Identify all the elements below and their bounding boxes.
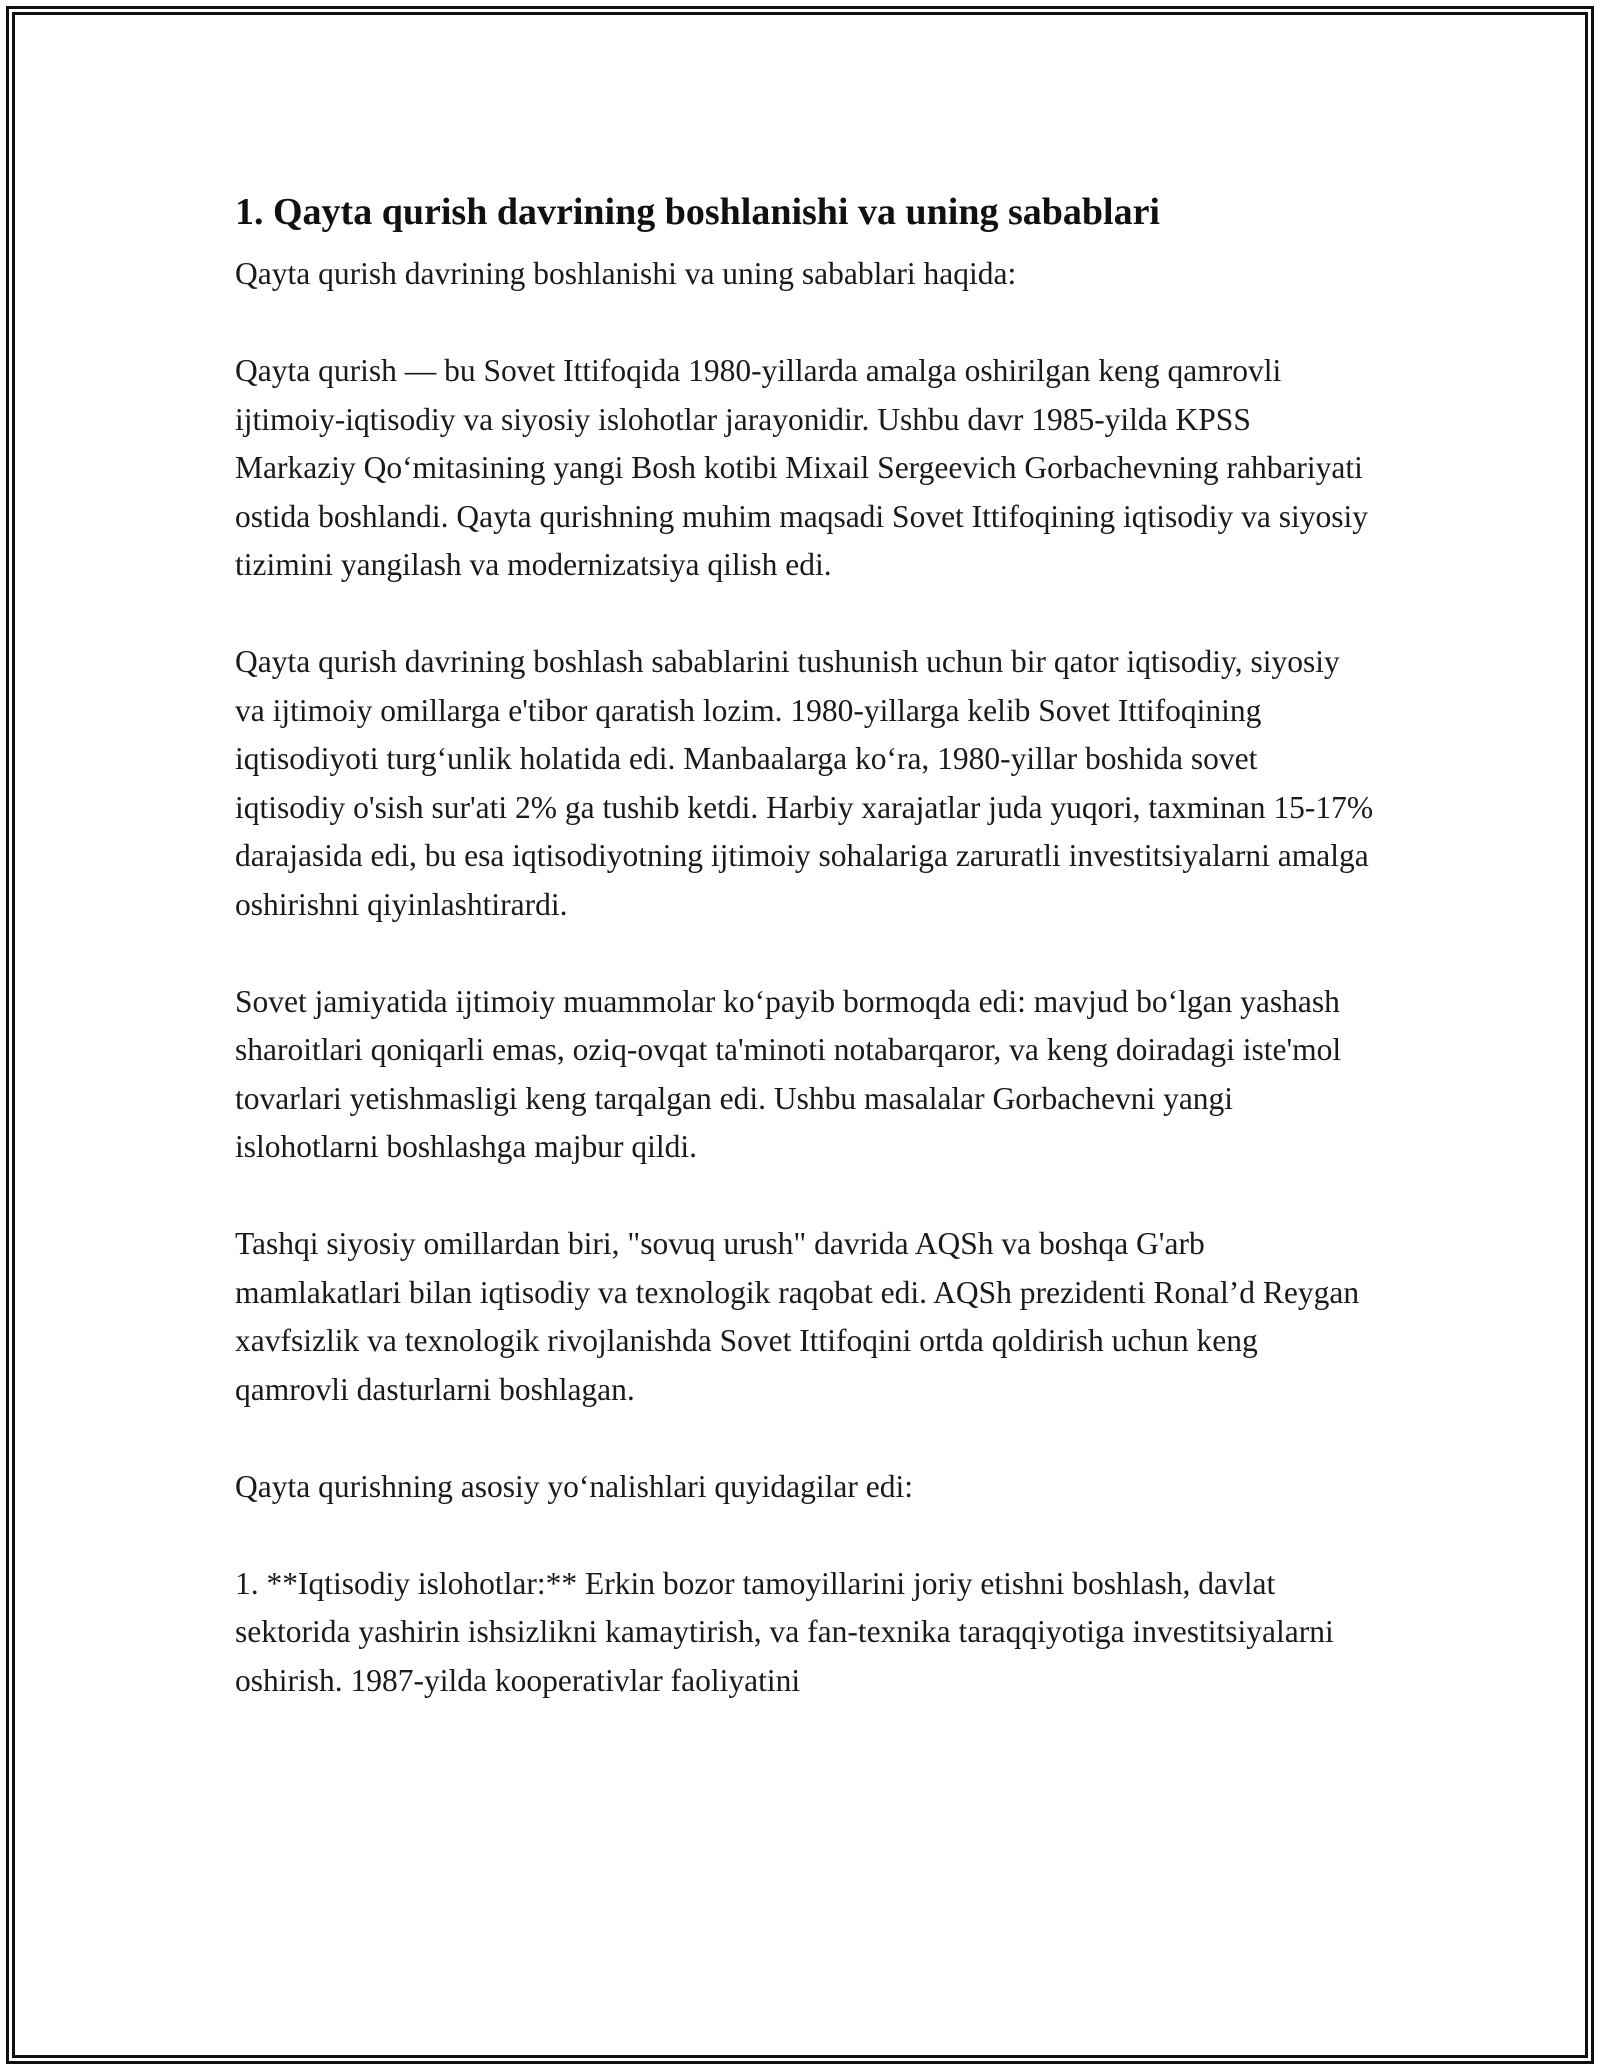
directions-intro-paragraph: Qayta qurishning asosiy yoʻnalishlari quyidagilar edi: [235, 1468, 913, 1504]
foreign-policy-paragraph: Tashqi siyosiy omillardan biri, "sovuq urush" davrida AQSh va boshqa G'arb mamlakatlari bilan iqtisodiy va texnologik raqobat edi. AQSh prezidenti Ronal’d Reygan xavfsizlik va texnologik rivojlanishda Sovet Ittifoqini ortda qoldirish uchun keng qamrovli dasturlarni boshlagan. [235, 1226, 1360, 1407]
definition-paragraph: Qayta qurish — bu Sovet Ittifoqida 1980-yillarda amalga oshirilgan keng qamrovli ijtimoiy-iqtisodiy va siyosiy islohotlar jarayonidir. Ushbu davr 1985-yilda KPSS Markaziy Qoʻmitasining yangi Bosh kotibi Mixail Sergeevich Gorbachevning rahbariyati ostida boshlandi. Qayta qurishning muhim maqsadi Sovet Ittifoqining iqtisodiy va siyosiy tizimini yangilash va modernizatsiya qilish edi. [235, 353, 1369, 582]
document-body [235, 188, 1375, 1705]
social-problems-paragraph: Sovet jamiyatida ijtimoiy muammolar koʻpayib bormoqda edi: mavjud boʻlgan yashash sharoitlari qoniqarli emas, oziq-ovqat ta'minoti notabarqaror, va keng doiradagi iste'mol tovarlari yetishmasligi keng tarqalgan edi. Ushbu masalalar Gorbachevni yangi islohotlarni boshlashga majbur qildi. [235, 983, 1342, 1164]
intro-paragraph: Qayta qurish davrining boshlanishi va uning sabablari haqida: [235, 256, 1017, 291]
causes-paragraph: Qayta qurish davrining boshlash sabablarini tushunish uchun bir qator iqtisodiy, siyosiy va ijtimoiy omillarga e'tibor qaratish lozim. 1980-yillarga kelib Sovet Ittifoqining iqtisodiyoti turgʻunlik holatida edi. Manbaalarga koʻra, 1980-yillar boshida sovet iqtisodiy o'sish sur'ati 2% ga tushib ketdi. Harbiy xarajatlar juda yuqori, taxminan 15-17% darajasida edi, bu esa iqtisodiyotning ijtimoiy sohalariga zaruratli investitsiyalarni amalga oshirishni qiyinlashtirardi. [235, 644, 1374, 922]
section-heading: 1. Qayta qurish davrining boshlanishi va uning sabablari [235, 191, 1160, 233]
economic-reforms-paragraph: 1. **Iqtisodiy islohotlar:** Erkin bozor tamoyillarini joriy etishni boshlash, davlat sektorida yashirin ishsizlikni kamaytirish, va fan-texnika taraqqiyotiga investitsiyalarni oshirish. 1987-yilda kooperativlar faoliyatini [235, 1565, 1334, 1698]
